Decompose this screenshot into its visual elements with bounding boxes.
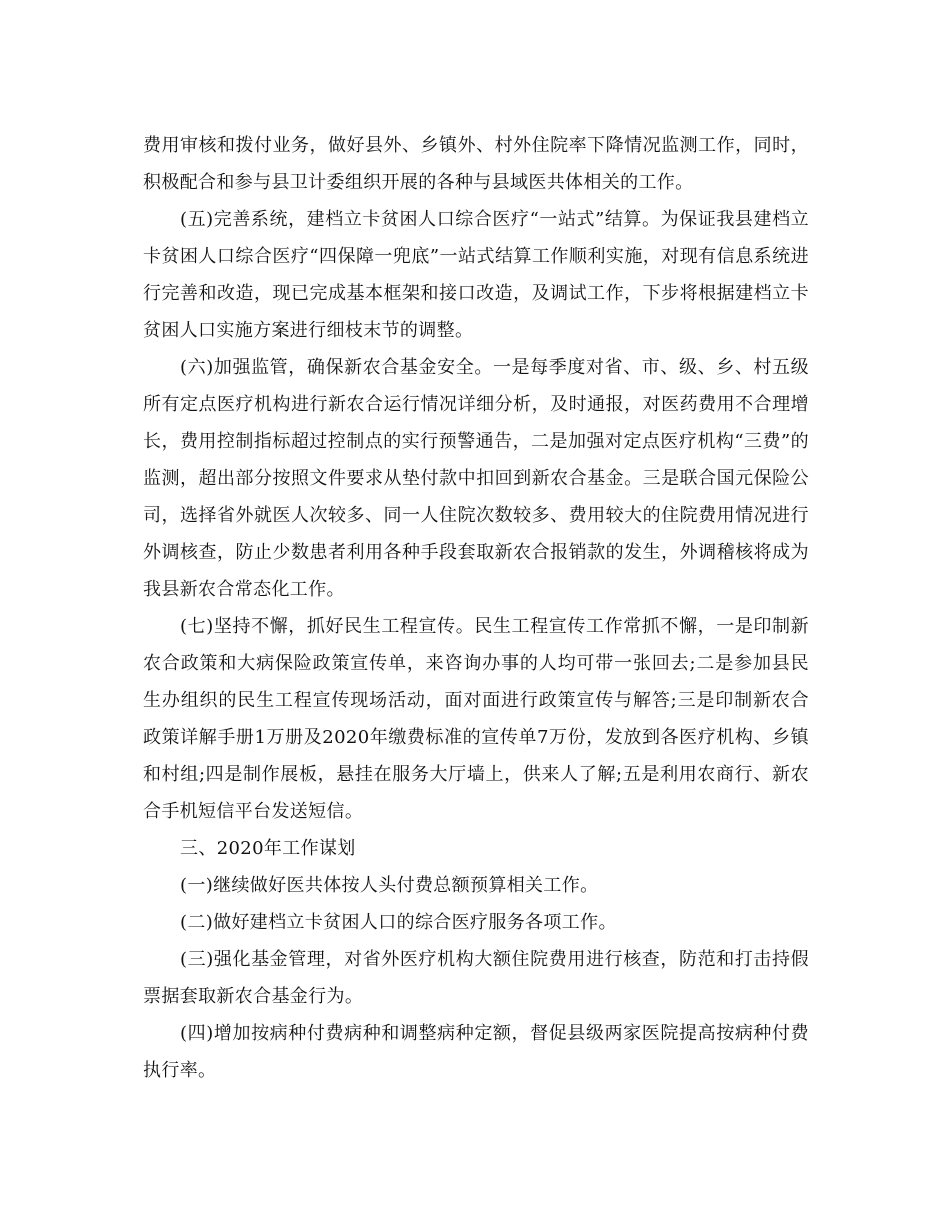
plan-item-2: (二)做好建档立卡贫困人口的综合医疗服务各项工作。 xyxy=(180,912,617,933)
plan-item-1: (一)继续做好医共体按人头付费总额预算相关工作。 xyxy=(180,875,599,896)
section-heading-plan: 三、2020年工作谋划 xyxy=(180,838,356,859)
paragraph-item-6: (六)加强监管，确保新农合基金安全。一是每季度对省、市、级、乡、村五级所有定点医疗机构进行新农合运行情况详细分析，及时通报，对医药费用不合理增长，费用控制指标超过控制点的实行预警通告，二是加强对定点医疗机构“三费”的监测，超出部分按照文件要求从垫付款中扣回到新农合基金。三是联合国元保险公司，选择省外就医人次较多、同一人住院次数较多、费用较大的住院费用情况进行外调核查，防止少数患者利用各种手段套取新农合报销款的发生，外调稽核将成为我县新农合常态化工作。 xyxy=(143,357,809,600)
paragraph-item-7: (七)坚持不懈，抓好民生工程宣传。民生工程宣传工作常抓不懈，一是印制新农合政策和大病保险政策宣传单，来咨询办事的人均可带一张回去;二是参加县民生办组织的民生工程宣传现场活动，面对面进行政策宣传与解答;三是印制新农合政策详解手册1万册及2020年缴费标准的宣传单7万份，发放到各医疗机构、乡镇和村组;四是制作展板，悬挂在服务大厅墙上，供来人了解;五是利用农商行、新农合手机短信平台发送短信。 xyxy=(143,616,809,822)
paragraph-item-5: (五)完善系统，建档立卡贫困人口综合医疗“一站式”结算。为保证我县建档立卡贫困人口综合医疗“四保障一兜底”一站式结算工作顺利实施，对现有信息系统进行完善和改造，现已完成基本框架和接口改造，及调试工作，下步将根据建档立卡贫困人口实施方案进行细枝末节的调整。 xyxy=(143,209,809,341)
document-body xyxy=(143,127,809,1089)
plan-item-3: (三)强化基金管理，对省外医疗机构大额住院费用进行核查，防范和打击持假票据套取新农合基金行为。 xyxy=(143,949,809,1007)
paragraph-continued: 费用审核和拨付业务，做好县外、乡镇外、村外住院率下降情况监测工作，同时，积极配合和参与县卫计委组织开展的各种与县域医共体相关的工作。 xyxy=(143,135,809,193)
plan-item-4: (四)增加按病种付费病种和调整病种定额，督促县级两家医院提高按病种付费执行率。 xyxy=(143,1023,809,1081)
